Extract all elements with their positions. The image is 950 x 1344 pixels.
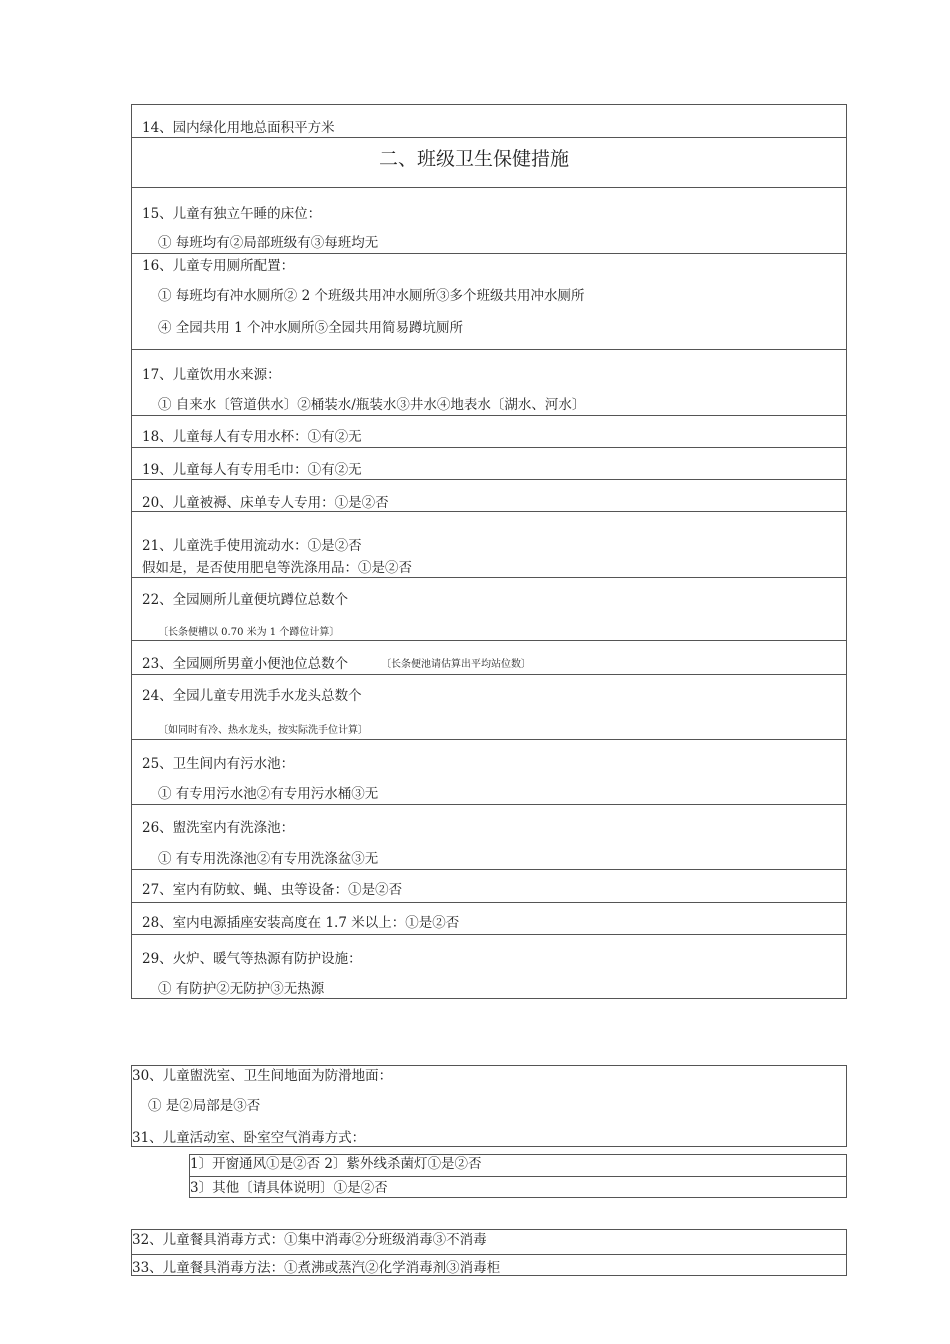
item-16-options-2: ④ 全园共用 1 个冲水厕所⑤全园共用简易蹲坑厕所 [158, 320, 463, 336]
row-divider [131, 902, 847, 903]
section-title: 二、班级卫生保健措施 [379, 148, 570, 170]
item-19: 19、儿童每人有专用毛巾：①有②无 [142, 462, 362, 478]
row-divider [131, 349, 847, 350]
item-27: 27、室内有防蚊、蝇、虫等设备：①是②否 [142, 882, 403, 898]
row-divider [131, 869, 847, 870]
item-26-options: ① 有专用洗涤池②有专用洗涤盆③无 [158, 851, 379, 867]
item-17-label: 17、儿童饮用水来源： [142, 367, 281, 383]
item-17-options: ① 自来水〔管道供水〕②桶装水/瓶装水③井水④地表水〔湖水、河水〕 [158, 397, 586, 413]
item-20: 20、儿童被褥、床单专人专用：①是②否 [142, 495, 389, 511]
row-divider [131, 447, 847, 448]
item-22-note: 〔长条便槽以 0.70 米为 1 个蹲位计算〕 [158, 627, 340, 638]
item-25-options: ① 有专用污水池②有专用污水桶③无 [158, 786, 379, 802]
row-divider [131, 415, 847, 416]
row-divider [131, 577, 847, 578]
item-14: 14、园内绿化用地总面积平方米 [142, 120, 335, 136]
item-15-options: ① 每班均有②局部班级有③每班均无 [158, 235, 379, 251]
row-divider [131, 934, 847, 935]
item-31-sub-2: 3〕其他〔请具体说明〕①是②否 [190, 1180, 388, 1196]
row-divider [131, 1254, 847, 1255]
item-16-options-1: ① 每班均有冲水厕所② 2 个班级共用冲水厕所③多个班级共用冲水厕所 [158, 288, 585, 304]
item-31-label: 31、儿童活动室、卧室空气消毒方式： [132, 1130, 366, 1146]
row-divider [131, 187, 847, 188]
row-divider [131, 137, 847, 138]
row-divider [131, 739, 847, 740]
item-28: 28、室内电源插座安装高度在 1.7 米以上：①是②否 [142, 915, 460, 931]
item-21-label: 21、儿童洗手使用流动水：①是②否 [142, 538, 362, 554]
row-divider [131, 511, 847, 512]
item-25-label: 25、卫生间内有污水池： [142, 756, 295, 772]
item-30-options: ① 是②局部是③否 [148, 1098, 261, 1114]
row-divider [131, 804, 847, 805]
item-16-label: 16、儿童专用厕所配置： [142, 258, 295, 274]
item-24-label: 24、全园儿童专用洗手水龙头总数个 [142, 688, 362, 704]
item-26-label: 26、盥洗室内有洗涤池： [142, 820, 295, 836]
item-32: 32、儿童餐具消毒方式：①集中消毒②分班级消毒③不消毒 [132, 1232, 487, 1248]
item-23-note: 〔长条便池请估算出平均站位数〕 [381, 659, 531, 670]
item-33: 33、儿童餐具消毒方法：①煮沸或蒸汽②化学消毒剂③消毒柜 [132, 1260, 501, 1276]
row-divider [131, 479, 847, 480]
item-24-note: 〔如同时有冷、热水龙头，按实际洗手位计算〕 [158, 725, 368, 736]
item-31-sub-1: 1〕开窗通风①是②否 2〕紫外线杀菌灯①是②否 [190, 1156, 482, 1172]
item-29-options: ① 有防护②无防护③无热源 [158, 981, 325, 997]
row-divider [131, 253, 847, 254]
item-30-label: 30、儿童盥洗室、卫生间地面为防滑地面： [132, 1068, 393, 1084]
item-18: 18、儿童每人有专用水杯：①有②无 [142, 429, 362, 445]
item-29-label: 29、火炉、暖气等热源有防护设施： [142, 951, 362, 967]
item-15-label: 15、儿童有独立午睡的床位： [142, 206, 322, 222]
item-21-followup: 假如是，是否使用肥皂等洗涤用品：①是②否 [142, 560, 412, 576]
row-divider [131, 674, 847, 675]
item-22-label: 22、全园厕所儿童便坑蹲位总数个 [142, 592, 349, 608]
row-divider [131, 640, 847, 641]
item-23-label: 23、全园厕所男童小便池位总数个 [142, 656, 349, 672]
row-divider [189, 1176, 847, 1177]
